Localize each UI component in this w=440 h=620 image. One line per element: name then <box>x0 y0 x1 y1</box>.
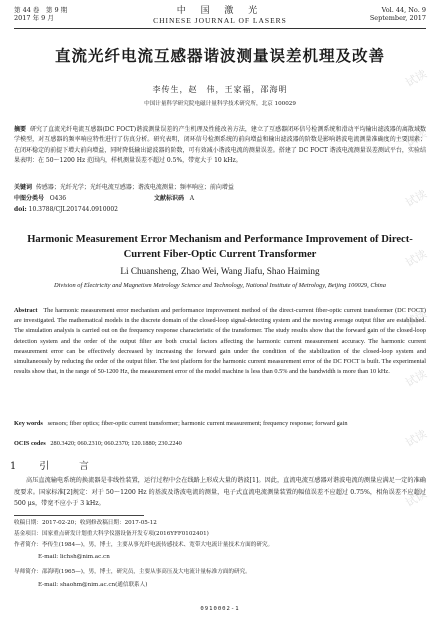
keywords-cn-label: 关键词 <box>14 184 33 191</box>
keywords-en <box>14 419 426 429</box>
section-title: 引 言 <box>39 461 99 472</box>
authors-en: Li Chuansheng, Zhao Wei, Wang Jiafu, Shao Haiming <box>120 266 320 276</box>
section-body: 高压直流输电系统的换流器是非线性装置，运行过程中会在线路上形成大量的谐波[1]。因此，直流电流互感器对谐波电流的测量应满足一定的准确度要求。国家标准[2]规定：对于 50～1200 Hz 的基波及谐波电流的测量，电子式直流电流测量装置的幅值误差不应超过 0.75%，相角误差不应超过 500 μs，带宽不应小于 3 kHz。 <box>14 477 426 508</box>
keywords-cn <box>14 183 426 192</box>
ocis-text: 280.3420; 060.2310; 060.2370; 120.1880; 230.2240 <box>50 440 182 447</box>
doi-value: 10.3788/CJL201744.0910002 <box>28 206 118 213</box>
footnote-author-bio: 作者简介：李传生(1984—)，男，博士，主要从事光纤电流传感技术、宽带大电流计量技术方面的研究。 <box>14 542 274 548</box>
abstract-en-label: Abstract <box>14 307 38 314</box>
keywords-en-text: sensors; fiber optics; fiber-optic current transformer; harmonic current measurement; frequency response; forward gain <box>47 420 348 427</box>
journal-name-en: CHINESE JOURNAL OF LASERS <box>153 16 287 25</box>
doc-code-label: 文献标识码 <box>154 195 185 202</box>
doc-code-value: A <box>189 195 195 202</box>
clc-value: O436 <box>49 195 67 202</box>
volume-cn: 第 44 卷 第 9 期 <box>14 6 68 14</box>
footnote-received: 收稿日期：2017-02-20；收到修改稿日期：2017-05-12 <box>14 520 157 526</box>
paper-title-en: Harmonic Measurement Error Mechanism and Performance Improvement of Direct-Current Fiber-Optic Current Transformer <box>27 234 413 260</box>
watermark: 试读 <box>403 127 430 150</box>
section-number: 1 <box>10 461 27 472</box>
doc-code <box>154 194 194 203</box>
abstract-cn <box>14 125 426 167</box>
watermark: 试读 <box>403 427 430 450</box>
section-heading <box>10 458 99 472</box>
footnote-author-email: E-mail: lichsh@nim.ac.cn <box>38 554 110 560</box>
watermark: 试读 <box>403 67 430 90</box>
affiliation-en: Division of Electricity and Magnetism Metrology Science and Technology, National Institute of Metrology, Beijing 100029, China <box>54 282 386 289</box>
keywords-en-label: Key words <box>14 420 43 427</box>
header-center <box>14 6 426 25</box>
journal-header <box>14 6 426 29</box>
watermark: 试读 <box>403 187 430 210</box>
abstract-cn-label: 摘要 <box>14 126 27 133</box>
footnote-funding: 基金项目：国家重点研发计划重大科学仪器设备开发专项(2016YFF0102401) <box>14 531 209 537</box>
watermark: 试读 <box>403 247 430 270</box>
date-en: September, 2017 <box>369 14 426 22</box>
watermark: 试读 <box>403 307 430 330</box>
abstract-cn-text: 研究了直流光纤电流互感器(DC FOCT)谐波测量误差的产生机理及性能改善方法，建立了互感器闭环信号检测系统和滑动平均输出滤波器的离散域数学模型，对互感器的频率响应特性进行了仿真分析。研究表明，闭环信号检测系统的前向增益和输出滤波器的阶数是影响谐波电流测量准确度的主要因素；在闭环稳定的前提下增大前向增益，同时降低输出滤波器的阶数，可有效减小谐波电流的测量误差。搭建了 DC FOCT 谐波电流测量误差测试平台，实验结果表明：在 50～1200 Hz 范围内，样机测量误差不超过 0.5%，带宽大于 10 kHz。 <box>14 126 426 165</box>
header-right <box>370 6 426 22</box>
paper-title-cn: 直流光纤电流互感器谐波测量误差机理及改善 <box>54 46 385 65</box>
footnote-advisor-bio: 导师简介：邵海明(1965—)，男，博士，研究员，主要从事高压及大电流计量标准方面的研究。 <box>14 569 251 575</box>
abstract-en-text: The harmonic measurement error mechanism and performance improvement method of the direct-current fiber-optic current transformer (DC FOCT) are investigated. The mathematical models in the discrete domain of the closed-loop signal-detecting system and the moving average output filter are established. The simulation analysis is carried out on the frequency response characteristic of the transformer. The study results show that the forward gain of the closed-loop detection system and the order of the output filter are both crucial factors affecting the harmonic current measurement accuracy. The harmonic current measurement error can be effectively decreased by increasing the forward gain under the condition of the stabilization of the closed-loop system and simultaneously by reducing the order of the output filter. The test platform for the harmonic current measurement error of the DC FOCT is built. The experimental results show that, in the range of 50-1200 Hz, the measurement error of the model machine is less than 0.5% and the bandwidth is more than 10 kHz. <box>14 307 426 376</box>
watermark: 试读 <box>403 487 430 510</box>
doi-label: doi: <box>14 206 27 213</box>
affiliation-cn: 中国计量科学研究院电磁计量科学技术研究所，北京 100029 <box>144 101 296 107</box>
abstract-en <box>14 306 426 377</box>
watermark: 试读 <box>403 367 430 390</box>
volume-en: Vol. 44, No. 9 <box>381 6 426 14</box>
footnote-advisor-email: E-mail: shaohm@nim.ac.cn(通信联系人) <box>38 582 148 588</box>
authors-cn: 李传生，赵 伟，王家福，邵海明 <box>152 85 288 94</box>
date-cn: 2017 年 9 月 <box>14 14 54 22</box>
keywords-cn-text: 传感器；光纤光学；光纤电流互感器；谐波电流测量；频率响应；前向增益 <box>35 184 234 191</box>
footnote-rule <box>14 515 144 516</box>
page-footer: 0910002-1 <box>200 606 240 612</box>
journal-name-cn: 中 国 激 光 <box>176 6 264 16</box>
clc-label: 中图分类号 <box>14 195 45 202</box>
classification-line <box>14 194 426 203</box>
ocis-label: OCIS codes <box>14 440 46 447</box>
ocis-codes <box>14 439 426 449</box>
doi-line <box>14 205 426 214</box>
